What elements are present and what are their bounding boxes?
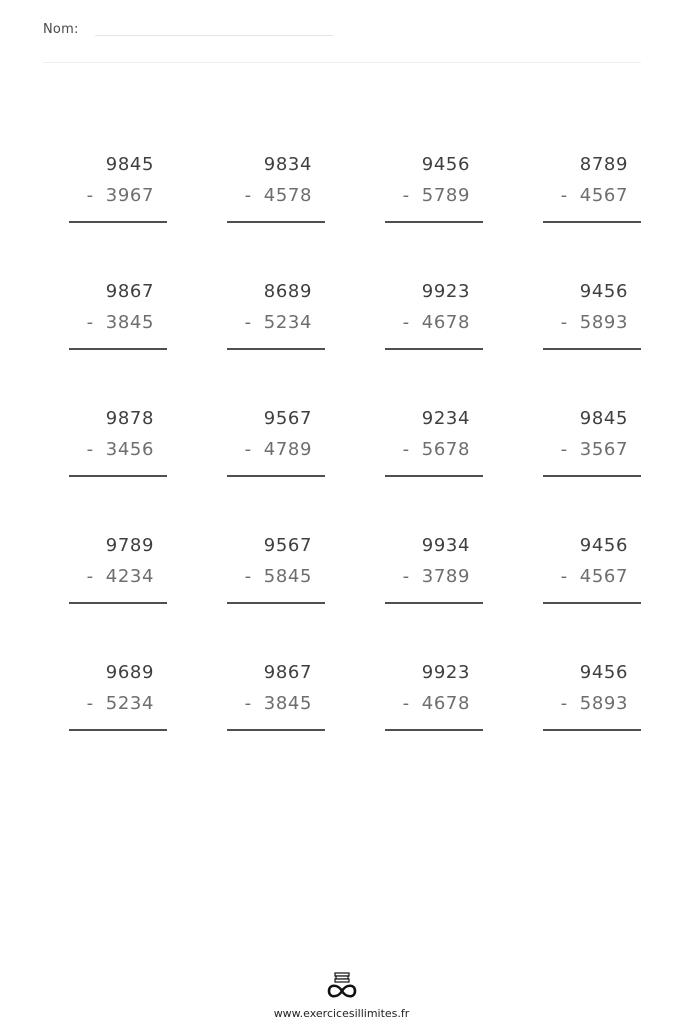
minuend: 9934: [421, 535, 470, 556]
subtraction-problem: [543, 409, 643, 499]
minus-sign: -: [86, 185, 94, 206]
answer-line: [227, 475, 325, 477]
minus-sign: -: [244, 312, 252, 333]
minus-sign: -: [402, 312, 410, 333]
minus-sign: -: [244, 185, 252, 206]
answer-line: [543, 475, 641, 477]
subtrahend: 3967: [105, 185, 154, 206]
answer-line: [227, 602, 325, 604]
minuend: 9923: [421, 662, 470, 683]
answer-line: [385, 221, 483, 223]
subtrahend: 4567: [579, 185, 628, 206]
subtrahend-row: [403, 186, 470, 206]
minuend: 9456: [579, 281, 628, 302]
subtraction-problem: [385, 409, 485, 499]
answer-line: [543, 221, 641, 223]
subtraction-problem: [227, 663, 327, 753]
minuend: 9234: [421, 408, 470, 429]
minus-sign: -: [560, 693, 568, 714]
subtraction-problem: [385, 663, 485, 753]
subtrahend-row: [561, 440, 628, 460]
answer-line: [69, 475, 167, 477]
subtrahend-row: [561, 567, 628, 587]
answer-line: [385, 602, 483, 604]
subtraction-problem: [69, 282, 169, 372]
minus-sign: -: [402, 185, 410, 206]
subtraction-problem: [227, 155, 327, 245]
minus-sign: -: [86, 439, 94, 460]
minuend: 9923: [421, 281, 470, 302]
answer-line: [543, 602, 641, 604]
subtraction-problem: [69, 155, 169, 245]
subtraction-problem: [227, 282, 327, 372]
answer-line: [227, 729, 325, 731]
site-url: www.exercicesillimites.fr: [273, 1007, 410, 1020]
subtrahend: 3845: [263, 693, 312, 714]
minus-sign: -: [86, 693, 94, 714]
minuend: 9567: [263, 535, 312, 556]
infinity-book-icon: [324, 970, 360, 1000]
subtrahend: 5789: [421, 185, 470, 206]
minuend: 9867: [105, 281, 154, 302]
minuend: 9845: [579, 408, 628, 429]
minuend: 9789: [105, 535, 154, 556]
subtrahend-row: [245, 440, 312, 460]
answer-line: [69, 348, 167, 350]
minuend: 9845: [105, 154, 154, 175]
minus-sign: -: [560, 312, 568, 333]
minus-sign: -: [86, 566, 94, 587]
subtraction-problem: [543, 536, 643, 626]
subtrahend: 4567: [579, 566, 628, 587]
subtraction-problem: [543, 282, 643, 372]
subtrahend: 5678: [421, 439, 470, 460]
subtrahend: 3456: [105, 439, 154, 460]
subtrahend-row: [403, 313, 470, 333]
answer-line: [69, 729, 167, 731]
minuend: 9567: [263, 408, 312, 429]
subtrahend-row: [403, 567, 470, 587]
answer-line: [69, 221, 167, 223]
subtrahend-row: [561, 694, 628, 714]
subtrahend: 5234: [105, 693, 154, 714]
subtraction-problem: [227, 409, 327, 499]
subtrahend-row: [87, 313, 154, 333]
subtrahend: 5893: [579, 312, 628, 333]
minus-sign: -: [560, 439, 568, 460]
subtraction-problem: [385, 155, 485, 245]
subtrahend: 3845: [105, 312, 154, 333]
subtrahend: 4789: [263, 439, 312, 460]
subtrahend: 3567: [579, 439, 628, 460]
subtrahend: 4678: [421, 312, 470, 333]
minus-sign: -: [560, 185, 568, 206]
minuend: 9867: [263, 662, 312, 683]
answer-line: [543, 348, 641, 350]
answer-line: [385, 475, 483, 477]
minus-sign: -: [402, 439, 410, 460]
subtraction-problem: [227, 536, 327, 626]
subtrahend: 5234: [263, 312, 312, 333]
footer: [0, 968, 683, 1024]
minuend: 9878: [105, 408, 154, 429]
subtrahend: 3789: [421, 566, 470, 587]
minuend: 9689: [105, 662, 154, 683]
name-label: Nom:: [43, 22, 79, 37]
minuend: 8689: [263, 281, 312, 302]
subtrahend-row: [87, 567, 154, 587]
subtrahend-row: [87, 694, 154, 714]
subtraction-problem: [385, 282, 485, 372]
subtraction-problem: [69, 536, 169, 626]
subtraction-problem: [543, 155, 643, 245]
minuend: 9456: [579, 662, 628, 683]
minuend: 9456: [421, 154, 470, 175]
subtrahend-row: [561, 313, 628, 333]
subtraction-problem: [543, 663, 643, 753]
subtrahend: 4678: [421, 693, 470, 714]
answer-line: [227, 221, 325, 223]
subtraction-problem: [69, 663, 169, 753]
minus-sign: -: [402, 566, 410, 587]
minus-sign: -: [244, 439, 252, 460]
minus-sign: -: [244, 566, 252, 587]
answer-line: [385, 348, 483, 350]
subtraction-problem: [69, 409, 169, 499]
subtrahend: 4234: [105, 566, 154, 587]
subtrahend-row: [403, 440, 470, 460]
subtrahend: 5845: [263, 566, 312, 587]
subtrahend: 5893: [579, 693, 628, 714]
subtrahend-row: [561, 186, 628, 206]
minus-sign: -: [86, 312, 94, 333]
subtrahend-row: [403, 694, 470, 714]
subtrahend-row: [87, 186, 154, 206]
minus-sign: -: [560, 566, 568, 587]
answer-line: [385, 729, 483, 731]
subtrahend-row: [87, 440, 154, 460]
subtrahend-row: [245, 186, 312, 206]
minus-sign: -: [244, 693, 252, 714]
subtrahend-row: [245, 567, 312, 587]
subtraction-problem: [385, 536, 485, 626]
minuend: 9456: [579, 535, 628, 556]
minuend: 9834: [263, 154, 312, 175]
subtrahend-row: [245, 694, 312, 714]
minuend: 8789: [579, 154, 628, 175]
minus-sign: -: [402, 693, 410, 714]
answer-line: [543, 729, 641, 731]
answer-line: [227, 348, 325, 350]
subtrahend-row: [245, 313, 312, 333]
subtrahend: 4578: [263, 185, 312, 206]
answer-line: [69, 602, 167, 604]
